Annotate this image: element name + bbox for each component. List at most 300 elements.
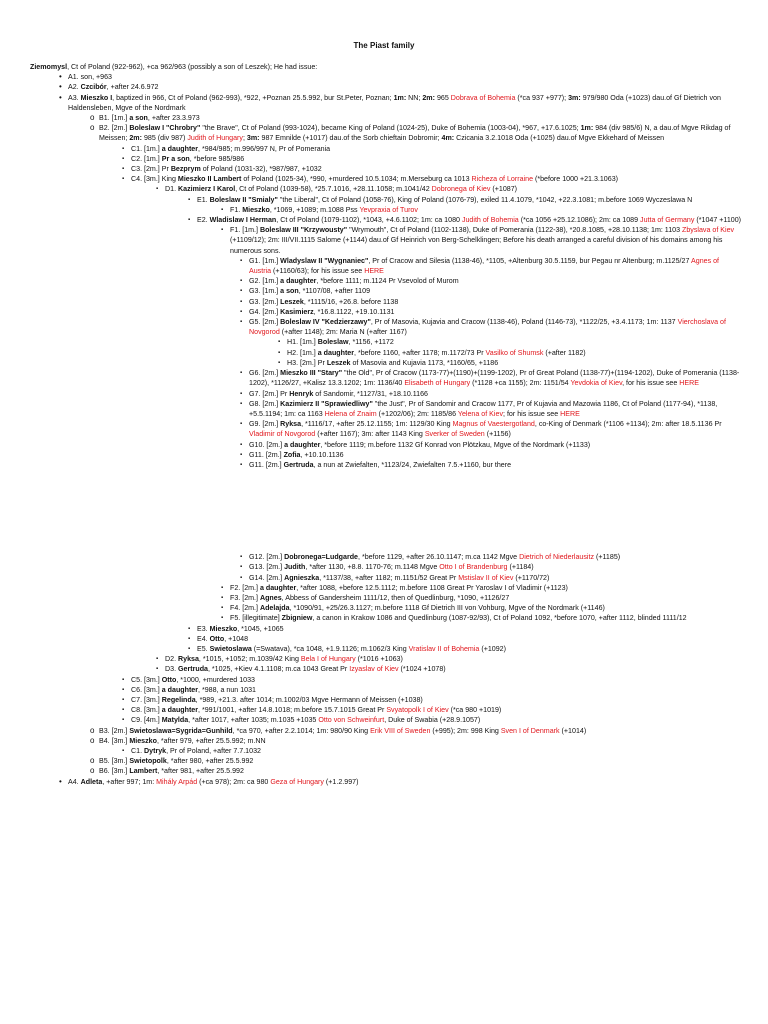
person-name: a daughter bbox=[284, 440, 321, 449]
entry-text: , *1045, +1065 bbox=[237, 624, 284, 633]
person-name: 1m: bbox=[393, 93, 407, 102]
entry-text: (+1092) bbox=[479, 644, 506, 653]
person-link[interactable]: Judith of Hungary bbox=[187, 134, 243, 143]
person-name: Mieszko III "Stary" bbox=[280, 369, 343, 378]
entry-text: , *1116/17, +after 25.12.1155; 1m: 1129/30 King bbox=[301, 420, 453, 429]
person-name: Henryk bbox=[289, 389, 314, 398]
bullet-marker: ▪ bbox=[221, 227, 224, 234]
bullet-marker: • bbox=[59, 82, 62, 92]
entry-text: C4. [3m.] King bbox=[131, 175, 178, 184]
entry-text: C2. [1m.] bbox=[131, 154, 162, 163]
bullet-marker: • bbox=[59, 92, 62, 102]
bullet-marker: ▪ bbox=[122, 176, 125, 183]
bullet-marker: ▪ bbox=[278, 339, 281, 346]
entry-text: , *989, +21.3. after 1014; m.1002/03 Mgve Hermann of Meissen (+1038) bbox=[195, 695, 423, 704]
tree-entry bbox=[30, 215, 742, 225]
person-link[interactable]: Dobrava of Bohemia bbox=[450, 93, 516, 102]
bullet-marker: ▪ bbox=[221, 584, 224, 591]
person-name: a daughter bbox=[259, 583, 297, 592]
bullet-marker: ▪ bbox=[188, 645, 191, 652]
entry-text: ; for his issue see bbox=[503, 409, 561, 418]
entry-text: G1. [1m.] bbox=[249, 256, 281, 265]
entry-text: , *1015, +1052; m.1039/42 King bbox=[198, 655, 301, 664]
entry-text: A3. bbox=[68, 93, 81, 102]
entry-text: (*1024 +1078) bbox=[398, 665, 446, 674]
entry-text: C6. [3m.] bbox=[131, 685, 162, 694]
tree-entry bbox=[30, 154, 742, 164]
bullet-marker: ▪ bbox=[278, 359, 281, 366]
entry-text: 965 bbox=[434, 93, 451, 102]
person-name: Leszek bbox=[280, 297, 304, 306]
entry-text: (+after 1182) bbox=[543, 348, 586, 357]
entry-text: , *after 981, +after 25.5.992 bbox=[157, 767, 244, 776]
bullet-marker: o bbox=[90, 766, 95, 776]
person-name: a daughter bbox=[280, 277, 317, 286]
person-name: Agnes bbox=[259, 593, 282, 602]
person-name: Swietopolk bbox=[129, 757, 167, 766]
entry-text: B2. [2m.] bbox=[99, 124, 130, 133]
tree-entry bbox=[30, 72, 742, 82]
person-link[interactable]: Erik VIII of Sweden bbox=[370, 726, 431, 735]
entry-text: (*ca 937 +977); bbox=[515, 93, 569, 102]
entry-text: (*1128 +ca 1155); 2m: 1151/54 bbox=[470, 379, 571, 388]
bullet-marker: ▪ bbox=[240, 451, 243, 458]
entry-text: C8. [3m.] bbox=[131, 706, 162, 715]
person-name: Boleslaw II "Smialy" bbox=[209, 195, 278, 204]
entry-text: of Poland (1031-32), *987/987, +1032 bbox=[200, 165, 322, 174]
tree-entry bbox=[30, 695, 742, 705]
entry-text: Czicania 3.2.1018 Oda (+1025) dau.of Mgve Ekkehard of Meissen bbox=[454, 134, 665, 143]
tree-entry bbox=[30, 419, 742, 439]
person-link[interactable]: Vierchoslava of Novgorod bbox=[249, 318, 726, 337]
person-name: Ryksa bbox=[280, 420, 302, 429]
entry-text: , a canon in Krakow 1086 and Quedlinburg (1087-92/93), Ct of Poland 1092, *before 1070, +after 1112, blinded 1111/12 bbox=[312, 614, 687, 623]
entry-text: (+1170/72) bbox=[513, 573, 550, 582]
entry-text: "Wrymouth", Ct of Poland (1102-1138), Duke of Pomerania (1122-38), *20.8.1085, +28.10.1138; 1m: 1103 bbox=[347, 226, 683, 235]
tree-entry bbox=[30, 164, 742, 174]
tree-entry bbox=[30, 685, 742, 695]
person-name: Judith bbox=[284, 563, 306, 572]
person-link[interactable]: Otto von Schweinfurt bbox=[318, 716, 385, 725]
person-name: Regelinda bbox=[161, 695, 196, 704]
tree-entry bbox=[30, 123, 742, 143]
tree-entry bbox=[30, 593, 742, 603]
entry-text: C1. [1m.] bbox=[131, 144, 162, 153]
entry-text: , Ct of Poland (922-962), +ca 962/963 (possibly a son of Leszek); He had issue: bbox=[67, 63, 318, 71]
entry-text: G3. [2m.] bbox=[249, 297, 281, 306]
person-name: Wladislaw I Herman bbox=[209, 216, 277, 225]
person-link[interactable]: Yevdokia of Kiev bbox=[570, 379, 623, 388]
bullet-marker: ▪ bbox=[122, 155, 125, 162]
entry-text: , *1115/16, +26.8. before 1138 bbox=[303, 297, 399, 306]
entry-text: F1. [1m.] bbox=[230, 226, 260, 235]
person-link[interactable]: Magnus of Vaestergotland bbox=[452, 420, 535, 429]
bullet-marker: • bbox=[59, 72, 62, 82]
bullet-marker: ▪ bbox=[221, 206, 224, 213]
tree-entry bbox=[30, 205, 742, 215]
person-link[interactable]: Bela I of Hungary bbox=[300, 655, 356, 664]
tree-entry bbox=[30, 82, 742, 92]
person-name: a son bbox=[129, 114, 148, 123]
entry-text: ; bbox=[242, 134, 247, 143]
person-name: Bezprym bbox=[170, 165, 201, 174]
tree-entry bbox=[30, 93, 742, 113]
entry-text: , +963 bbox=[92, 73, 112, 82]
entry-text: G14. [2m.] bbox=[249, 573, 285, 582]
person-name: Mieszko bbox=[209, 624, 238, 633]
entry-text: G13. [2m.] bbox=[249, 563, 285, 572]
person-name: a daughter bbox=[161, 144, 199, 153]
entry-text: (+ca 978); 2m: ca 980 bbox=[197, 777, 271, 786]
person-link[interactable]: Yevpraxia of Turov bbox=[359, 205, 418, 214]
entry-text: of Masovia and Kujavia 1173, *1160/65, +1186 bbox=[350, 358, 499, 367]
entry-text: , *after 1130, +8.8. 1170-76; m.1148 Mgve bbox=[305, 563, 440, 572]
tree-entry bbox=[30, 583, 742, 593]
person-name: Otto bbox=[209, 634, 225, 643]
person-name: Matylda bbox=[161, 716, 189, 725]
tree-entry bbox=[30, 184, 742, 194]
bullet-marker: ▪ bbox=[221, 605, 224, 612]
entry-text: 984 (div 985/6) N, a dau.of Mgve Rikdag of Meissen; bbox=[99, 124, 731, 143]
entry-text: , *1000, +murdered 1033 bbox=[176, 675, 256, 684]
bullet-marker: o bbox=[90, 735, 95, 745]
entry-text: G11. [2m.] bbox=[249, 450, 284, 459]
person-name: 2m: bbox=[129, 134, 142, 143]
person-name: Zbigniew bbox=[281, 614, 313, 623]
page-title: The Piast family bbox=[353, 41, 415, 50]
entry-text: H3. [2m.] Pr bbox=[287, 358, 327, 367]
entry-text: , *after 979, +after 25.5.992; m.NN bbox=[156, 736, 266, 745]
entry-text: , +1048 bbox=[224, 634, 249, 643]
bullet-marker: ▪ bbox=[240, 421, 243, 428]
person-name: Wladyslaw II "Wygnaniec" bbox=[280, 256, 369, 265]
tree-entry bbox=[30, 440, 742, 450]
tree-entry bbox=[30, 573, 742, 583]
tree-entry bbox=[30, 225, 742, 256]
entry-text: , Pr of Masovia, Kujavia and Cracow (1138-46), Poland (1146-73), *1122/25, +3.4.1173; 1m: 1137 bbox=[370, 318, 678, 327]
tree-entry bbox=[30, 726, 742, 736]
entry-text: F1. bbox=[230, 205, 243, 214]
entry-text: , *before 1129, +after 26.10.1147; m.ca 1142 Mgve bbox=[358, 553, 520, 562]
person-name: 2m: bbox=[422, 93, 435, 102]
person-link[interactable]: Helena of Znaim bbox=[324, 409, 377, 418]
entry-text: B6. [3m.] bbox=[99, 767, 130, 776]
entry-text: H2. [1m.] bbox=[287, 348, 318, 357]
entry-text: B4. [3m.] bbox=[99, 736, 130, 745]
entry-text: , *1137/38, +after 1182; m.1151/52 Great Pr bbox=[319, 573, 459, 582]
bullet-marker: ▪ bbox=[240, 441, 243, 448]
person-name: Lambert bbox=[129, 767, 158, 776]
entry-text: , Pr of Poland, +after 7.7.1032 bbox=[166, 746, 261, 755]
entry-text: , co-King of Denmark (*1106 +1134); 2m: after 18.5.1136 Pr bbox=[534, 420, 722, 429]
person-name: Boleslaw bbox=[317, 338, 349, 347]
person-name: a daughter bbox=[161, 685, 199, 694]
tree-entry bbox=[30, 675, 742, 685]
person-link[interactable]: HERE bbox=[679, 379, 699, 388]
entry-text: G2. [1m.] bbox=[249, 277, 281, 286]
entry-text: , *after 1017, +after 1035; m.1035 +1035 bbox=[188, 716, 319, 725]
entry-text: , *1069, +1089; m.1088 Pss bbox=[269, 205, 360, 214]
person-link[interactable]: Yelena of Kiev bbox=[457, 409, 503, 418]
entry-text: H1. [1m.] bbox=[287, 338, 318, 347]
entry-text: , *988, a nun 1031 bbox=[198, 685, 256, 694]
entry-text: F5. [illegitimate] bbox=[230, 614, 282, 623]
entry-text: G8. [2m.] bbox=[249, 399, 281, 408]
tree-entry bbox=[30, 705, 742, 715]
entry-text: , *before 1111; m.1124 Pr Vsevolod of Murom bbox=[316, 277, 459, 286]
entry-text: , +10.10.1136 bbox=[300, 450, 344, 459]
tree-entry bbox=[30, 276, 742, 286]
bullet-marker: ▪ bbox=[240, 278, 243, 285]
bullet-marker: ▪ bbox=[122, 166, 125, 173]
tree-entry bbox=[30, 317, 742, 337]
person-link[interactable]: Mihály Arpád bbox=[156, 777, 198, 786]
entry-text: F2. [2m.] bbox=[230, 583, 260, 592]
bullet-marker: ▪ bbox=[221, 594, 224, 601]
person-name: Boleslaw I "Chrobry" bbox=[129, 124, 201, 133]
bullet-marker: ▪ bbox=[122, 747, 125, 754]
person-name: Leszek bbox=[326, 358, 351, 367]
entry-text: of Poland (1025-34), *990, +murdered 10.5.1034; m.Merseburg ca 1013 bbox=[241, 175, 472, 184]
entry-text: of Sandomir, *1127/31, +18.10.1166 bbox=[313, 389, 428, 398]
entry-text: A4. bbox=[68, 777, 81, 786]
bullet-marker: ▪ bbox=[122, 686, 125, 693]
entry-text: , *before 1160, +after 1178; m.1172/73 Pr bbox=[354, 348, 486, 357]
entry-text: (+1185) bbox=[594, 553, 621, 562]
entry-text: E4. bbox=[197, 634, 210, 643]
person-link[interactable]: Vladimir of Novgorod bbox=[249, 430, 316, 439]
bullet-marker: ▪ bbox=[240, 400, 243, 407]
entry-text: (+1184) bbox=[507, 563, 534, 572]
entry-text: C9. [4m.] bbox=[131, 716, 162, 725]
tree-entry bbox=[30, 389, 742, 399]
person-name: Adleta bbox=[80, 777, 103, 786]
tree-entry bbox=[30, 644, 742, 654]
entry-text: (*1047 +1100) bbox=[694, 216, 742, 225]
entry-text: , Abbess of Gandersheim 1111/12, then of Quedlinburg, *1090, +1126/27 bbox=[281, 593, 510, 602]
person-link[interactable]: Richeza of Lorraine bbox=[471, 175, 534, 184]
entry-text: B5. [3m.] bbox=[99, 757, 130, 766]
entry-text: G12. [2m.] bbox=[249, 553, 285, 562]
bullet-marker: ▪ bbox=[240, 390, 243, 397]
person-link[interactable]: Jutta of Germany bbox=[640, 216, 695, 225]
entry-text: (*1016 +1063) bbox=[355, 655, 403, 664]
entry-text: G7. [2m.] Pr bbox=[249, 389, 290, 398]
tree-entry bbox=[30, 337, 742, 347]
entry-text: (*before 1000 +21.3.1063) bbox=[533, 175, 619, 184]
tree-entry bbox=[30, 613, 742, 623]
family-tree-list bbox=[30, 62, 742, 787]
person-name: Mieszko II Lambert bbox=[177, 175, 242, 184]
entry-text: , Ct of Poland (1079-1102), *1043, +4.6.1102; 1m: ca 1080 bbox=[276, 216, 462, 225]
person-name: Gertruda bbox=[283, 460, 314, 469]
entry-text: G10. [2m.] bbox=[249, 440, 285, 449]
bullet-marker: ▪ bbox=[188, 196, 191, 203]
entry-text: , *before 985/986 bbox=[189, 154, 245, 163]
entry-text: , for his issue see bbox=[622, 379, 680, 388]
entry-text: , Duke of Swabia (+28.9.1057) bbox=[384, 716, 481, 725]
entry-text: 987 Emnilde (+1017) dau.of the Sorb chieftain Dobromir; bbox=[259, 134, 442, 143]
bullet-marker: ▪ bbox=[240, 257, 243, 264]
entry-text: E3. bbox=[197, 624, 210, 633]
person-name: 3m: bbox=[246, 134, 260, 143]
person-link[interactable]: Vratislav II of Bohemia bbox=[408, 644, 480, 653]
person-link[interactable]: Zbyslava of Kiev bbox=[682, 226, 735, 235]
entry-text: , *1156, +1172 bbox=[348, 338, 394, 347]
person-name: Kasimierz bbox=[280, 307, 314, 316]
entry-text: D2. bbox=[165, 655, 179, 664]
entry-text: C5. [3m.] bbox=[131, 675, 162, 684]
entry-text: , *1090/91, +25/26.3.1127; m.before 1118 Gf Dietrich III von Vohburg, Mgve of the Nordmark (+1146) bbox=[289, 604, 605, 613]
person-link[interactable]: Otto I of Brandenburg bbox=[439, 563, 508, 572]
entry-text: , *after 980, +after 25.5.992 bbox=[166, 757, 254, 766]
entry-text: C7. [3m.] bbox=[131, 695, 162, 704]
person-link[interactable]: Geza of Hungary bbox=[270, 777, 324, 786]
tree-entry bbox=[30, 368, 742, 388]
bullet-marker: ▪ bbox=[188, 625, 191, 632]
entry-text: (+1160/63); for his issue see bbox=[271, 267, 365, 276]
person-link[interactable]: Sverker of Sweden bbox=[424, 430, 485, 439]
person-name: Otto bbox=[161, 675, 177, 684]
person-link[interactable]: Agnes of Austria bbox=[249, 256, 720, 276]
entry-text: "the Brave", Ct of Poland (993-1024), became King of Poland (1024-25), Duke of Bohemia (1003-04), *967, +17.6.1025; bbox=[200, 124, 581, 133]
bullet-marker: ▪ bbox=[278, 349, 281, 356]
person-name: Zofia bbox=[283, 450, 301, 459]
entry-text: G6. [2m.] bbox=[249, 369, 281, 378]
entry-text: , *before 1119; m.before 1132 Gf Konrad von Plötzkau, Mgve of the Nordmark (+1133) bbox=[320, 440, 591, 449]
person-name: Swietoslawa bbox=[209, 644, 252, 653]
person-link[interactable]: Sven I of Denmark bbox=[500, 726, 560, 735]
bullet-marker: ▪ bbox=[156, 656, 159, 663]
bullet-marker: • bbox=[59, 776, 62, 786]
entry-text: (+995); 2m: 998 King bbox=[430, 726, 501, 735]
entry-text: (+1156) bbox=[484, 430, 511, 439]
entry-text: F3. [2m.] bbox=[230, 593, 260, 602]
person-link[interactable]: Dietrich of Niederlausitz bbox=[519, 553, 595, 562]
bullet-marker: ▪ bbox=[240, 308, 243, 315]
entry-text: , *984/985; m.996/997 N, Pr of Pomerania bbox=[198, 144, 331, 153]
person-name: Mieszko bbox=[129, 736, 157, 745]
bullet-marker: o bbox=[90, 113, 95, 123]
person-name: Ryksa bbox=[178, 655, 199, 664]
entry-text: (*ca 1056 +25.12.1086); 2m: ca 1089 bbox=[518, 216, 641, 225]
entry-text: D1. bbox=[165, 185, 179, 194]
person-link[interactable]: HERE bbox=[560, 409, 580, 418]
person-link[interactable]: Elisabeth of Hungary bbox=[404, 379, 471, 388]
person-name: a son bbox=[280, 287, 299, 296]
person-link[interactable]: HERE bbox=[364, 267, 384, 276]
person-name: Adelajda bbox=[259, 604, 290, 613]
entry-text: G4. [2m.] bbox=[249, 307, 281, 316]
bullet-marker: ▪ bbox=[122, 696, 125, 703]
person-name: Agnieszka bbox=[284, 573, 320, 582]
person-link[interactable]: Judith of Bohemia bbox=[461, 216, 519, 225]
person-name: Ziemomysl bbox=[30, 63, 68, 71]
entry-text: E1. bbox=[197, 195, 210, 204]
tree-entry bbox=[30, 307, 742, 317]
bullet-marker: o bbox=[90, 123, 95, 133]
person-link[interactable]: Svyatopolk I of Kiev bbox=[386, 706, 449, 715]
entry-text: E2. bbox=[197, 216, 210, 225]
entry-text: , *1107/08, +after 1109 bbox=[298, 287, 371, 296]
entry-text: (+after 1167); 3m: after 1143 King bbox=[315, 430, 425, 439]
person-name: a daughter bbox=[317, 348, 355, 357]
tree-entry bbox=[30, 634, 742, 644]
entry-text: G5. [2m.] bbox=[249, 318, 281, 327]
entry-text: (+1014) bbox=[559, 726, 587, 735]
entry-text: (*ca 980 +1019) bbox=[448, 706, 502, 715]
entry-text: (=Swatava), *ca 1048, +1.9.1126; m.1062/3 King bbox=[251, 644, 409, 653]
person-name: Pr a son bbox=[161, 154, 190, 163]
tree-entry bbox=[30, 256, 742, 276]
bullet-marker: ▪ bbox=[240, 319, 243, 326]
person-name: Czcibór bbox=[80, 83, 107, 92]
entry-text: 979/980 Oda (+1023) dau.of Gf Dietrich von Haldensleben, Mgve of the Nordmark bbox=[68, 93, 721, 112]
entry-text: (+after 1148); 2m: Maria N (+after 1167) bbox=[279, 328, 407, 337]
bullet-marker: ▪ bbox=[240, 564, 243, 571]
tree-entry bbox=[30, 736, 742, 746]
person-link[interactable]: Dobronega of Kiev bbox=[431, 185, 491, 194]
tree-entry bbox=[30, 62, 742, 72]
entry-text: D3. bbox=[165, 665, 179, 674]
entry-text: C3. [2m.] Pr bbox=[131, 165, 171, 174]
person-name: Dytryk bbox=[144, 746, 167, 755]
bullet-marker: ▪ bbox=[188, 635, 191, 642]
bullet-marker: ▪ bbox=[156, 666, 159, 673]
entry-text: , *16.8.1122, +19.10.1131 bbox=[313, 307, 395, 316]
entry-text: A2. bbox=[68, 83, 81, 92]
entry-text: (+1087) bbox=[490, 185, 518, 194]
person-name: Mieszko bbox=[242, 205, 270, 214]
entry-text: "the Liberal", Ct of Poland (1058-76), King of Poland (1076-79), exiled 11.4.1079, *1042, +22.3.1081; m.before 1069 Wyczeslawa N bbox=[277, 195, 693, 204]
person-name: 1m: bbox=[580, 124, 594, 133]
tree-entry bbox=[30, 286, 742, 296]
bullet-marker: ▪ bbox=[240, 298, 243, 305]
entry-text: , Ct of Poland (1039-58), *25.7.1016, +28.11.1058; m.1041/42 bbox=[235, 185, 432, 194]
tree-entry bbox=[30, 756, 742, 766]
entry-text: A1. son bbox=[68, 73, 93, 82]
bullet-marker: ▪ bbox=[240, 288, 243, 295]
entry-text: , a nun at Zwiefalten, *1123/24, Zwiefalten 7.5.+1160, bur there bbox=[313, 460, 512, 469]
person-name: 4m: bbox=[441, 134, 455, 143]
entry-text: , +after 997; 1m: bbox=[102, 777, 157, 786]
person-link[interactable]: Vasilko of Shumsk bbox=[485, 348, 544, 357]
entry-text: , *991/1001, +after 14.8.1018; m.before 15.7.1015 Great Pr bbox=[198, 706, 387, 715]
person-name: Boleslaw III "Krzywousty" bbox=[259, 226, 348, 235]
blank-gap bbox=[30, 470, 742, 552]
person-name: Dobronega=Ludgarde bbox=[284, 553, 358, 562]
bullet-marker: ▪ bbox=[188, 217, 191, 224]
entry-text: , *1025, +Kiev 4.1.1108; m.ca 1043 Great Pr bbox=[207, 665, 350, 674]
bullet-marker: ▪ bbox=[122, 676, 125, 683]
tree-entry bbox=[30, 562, 742, 572]
entry-text: (+1202/06); 2m: 1185/86 bbox=[376, 409, 458, 418]
person-name: Gertruda bbox=[178, 665, 208, 674]
tree-entry bbox=[30, 358, 742, 368]
bullet-marker: ▪ bbox=[240, 574, 243, 581]
person-name: Boleslaw IV "Kedzierzawy" bbox=[280, 318, 371, 327]
bullet-marker: ▪ bbox=[240, 554, 243, 561]
entry-text: B1. [1m.] bbox=[99, 114, 130, 123]
person-link[interactable]: Izyaslav of Kiev bbox=[349, 665, 399, 674]
entry-text: "the Old", Pr of Cracow (1173-77)+(1190)+(1199-1202), Pr of Great Poland (1138-77)+(1194-1202), Duke of Pomerania (1138-1202), *1126/27, +Kalisz 13.3.1202; 1m: 1136/40 bbox=[249, 369, 740, 388]
tree-entry bbox=[30, 715, 742, 725]
entry-text: , +after 24.6.972 bbox=[106, 83, 159, 92]
tree-entry bbox=[30, 144, 742, 154]
entry-text: G11. [2m.] bbox=[249, 460, 284, 469]
person-link[interactable]: Mstislav II of Kiev bbox=[458, 573, 514, 582]
tree-entry bbox=[30, 460, 742, 470]
